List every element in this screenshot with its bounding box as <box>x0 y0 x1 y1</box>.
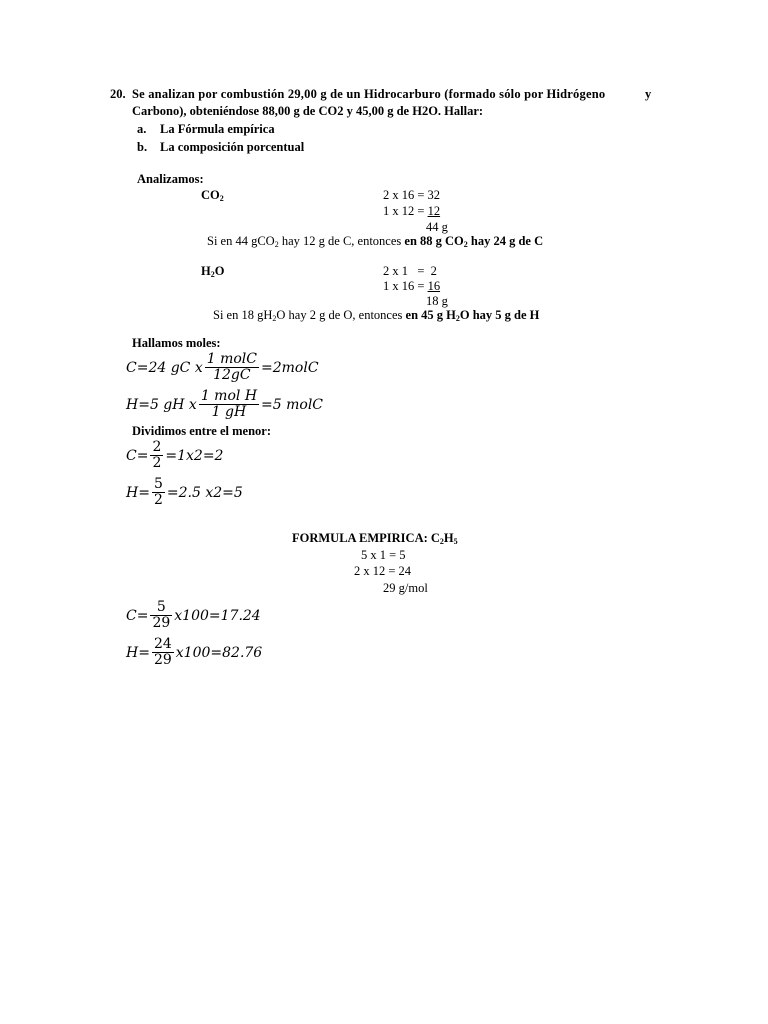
divide-hydrogen-equation: H= $\frac{5}{2}$ =2.5 x2=5 <box>126 476 243 509</box>
h2o-sentence: Si en 18 $gH_2O$ hay 2 g de O, entonces en 45 g $H_2O$ hay 5 g de H <box>213 308 540 323</box>
percent-carbon-equation: C= $\frac{5}{29}$ x100=17.24 <box>126 599 261 632</box>
co2-label: $CO_2$ <box>201 188 224 203</box>
item-b-text: La composición porcentual <box>160 140 305 154</box>
empirical-line-1: 5 x 1 = 5 <box>361 548 406 562</box>
co2-calc-1: 2 x 16 = 32 <box>383 188 441 202</box>
percent-hydrogen-equation: H= $\frac{24}{29}$ x100=82.76 <box>126 636 263 669</box>
moles-carbon-equation: C=24 gC x $\frac{\text{1 molC}}{12gC}$ =2molC <box>126 351 319 384</box>
divide-heading: Dividimos entre el menor: <box>132 424 271 438</box>
problem-line-1: Se analizan por combustión 29,00 g de un Hidrocarburo (formado sólo por Hidrógeno <box>132 87 606 101</box>
moles-hydrogen-equation: H=5 gH x $\frac{\text{1 mol H}}{1 gH}$ =5 molC <box>126 388 324 421</box>
problem-line-1-end: y <box>645 87 652 101</box>
item-a-text: La Fórmula empírica <box>160 122 275 136</box>
divide-carbon-equation: C= $\frac{2}{2}$ =1x2=2 <box>126 439 224 472</box>
empirical-line-2: 2 x 12 = 24 <box>354 564 412 578</box>
problem-line-2: Carbono), obteniéndose 88,00 g de CO2 y 45,00 g de H2O. Hallar: <box>132 104 484 118</box>
empirical-formula-heading: FORMULA EMPIRICA: $C_2H_5$ <box>292 531 458 546</box>
h2o-total: 18 g <box>426 294 448 308</box>
item-a-marker: a. <box>137 122 147 136</box>
h2o-label: $H_2O$ <box>201 264 225 279</box>
co2-sentence: Si en 44 gCO$_2$ hay 12 g de C, entonces en 88 g $CO_2$ hay 24 g de C <box>207 234 544 249</box>
co2-total: 44 g <box>426 220 448 234</box>
empirical-total: 29 g/mol <box>383 581 428 595</box>
item-b-marker: b. <box>137 140 148 154</box>
moles-heading: Hallamos moles: <box>132 336 221 350</box>
problem-number: 20. <box>110 87 126 101</box>
analysis-heading: Analizamos: <box>137 172 204 186</box>
co2-calc-2: 1 x 12 = 12 <box>383 204 441 218</box>
h2o-calc-1: 2 x 1 = 2 <box>383 264 437 278</box>
h2o-calc-2: 1 x 16 = 16 <box>383 279 441 293</box>
